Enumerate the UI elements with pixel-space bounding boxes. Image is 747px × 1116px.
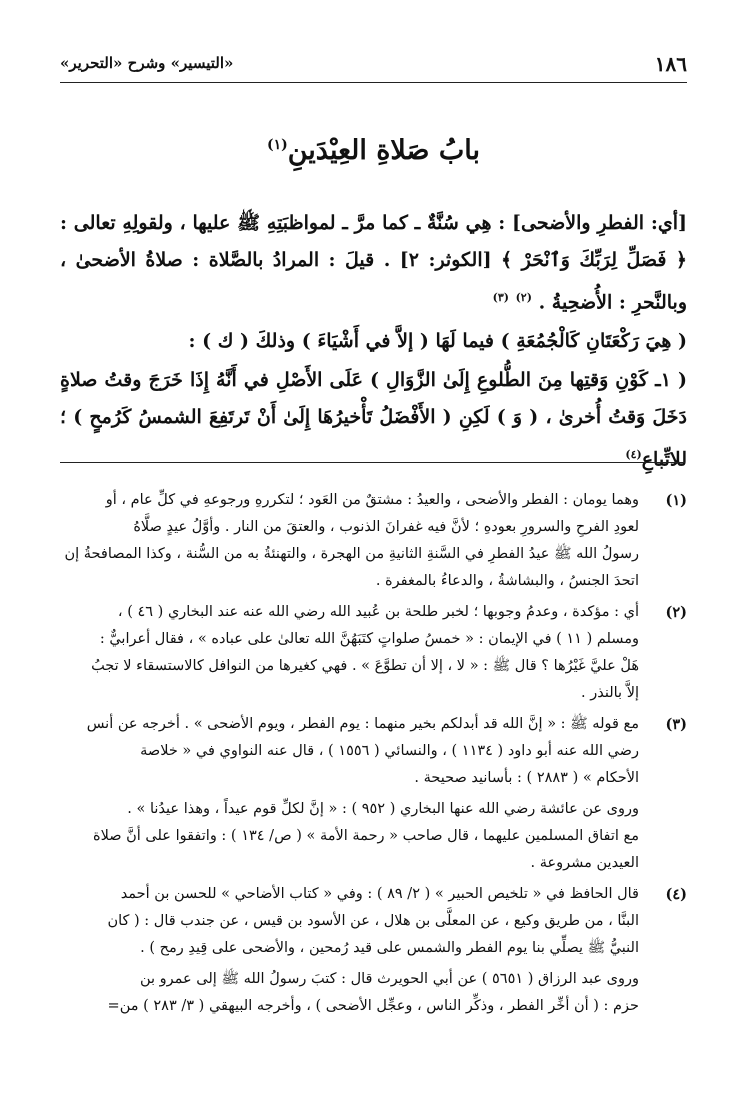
footnote-ref-1: (١) — [266, 137, 288, 153]
footnote-number: (٢) — [665, 604, 687, 621]
footnote-line: قال الحافظ في « تلخيص الحبير » ( ٢/ ٨٩ ) : وفي « كتاب الأضاحي » للحسن بن أحمد — [120, 886, 639, 902]
footnote-line: وهما يومان : الفطر والأضحى ، والعيدُ : مشتقٌ من العَود ؛ لتكررهِ ورجوعهِ في كلِّ عام ، أو — [105, 492, 639, 508]
footnotes — [60, 487, 687, 1024]
main-text — [60, 205, 687, 479]
footnote-divider — [60, 462, 685, 463]
footnote-line: ومسلم ( ١١ ) في الإيمان : « خمسُ صلواتٍ كتَبَهُنَّ الله تعالىٰ على عباده » ، فقال أعرابيٌّ : — [99, 631, 639, 647]
footnote — [60, 599, 687, 707]
footnote-line: النبيُّ ﷺ يصلِّي بنا يوم الفطر والشمس على قيد رُمحين ، والأضحى على قِيدِ رمح ) . — [140, 940, 639, 956]
footnote-number: (٣) — [665, 716, 687, 733]
footnote-line: رضي الله عنه أبو داود ( ١١٣٤ ) ، والنسائي ( ١٥٥٦ ) ، قال عنه النواوي في « خلاصة — [140, 743, 639, 759]
footnote-line: مع قوله ﷺ : « إنَّ الله قد أبدلكم بخير منهما : يوم الفطر ، ويوم الأضحى » . أخرجه عن أنس — [86, 716, 639, 732]
footnote — [60, 487, 687, 595]
footnote-paragraph — [60, 966, 639, 1020]
footnote-number: (١) — [665, 492, 687, 509]
chapter-title — [60, 135, 687, 166]
footnote-line: إلاَّ بالنذر . — [581, 685, 639, 701]
footnote-line: وروى عبد الرزاق ( ٥٦٥١ ) عن أبي الحويرث قال : كتبَ رسولُ الله ﷺ إلى عمرو بن — [139, 971, 639, 987]
footnote-line: البنَّا ، من طريق وكيع ، عن المعلَّى بن هلال ، عن الأسود بن قيس ، عن جندب قال : ( كان — [107, 913, 639, 929]
footnote-line: حزم : ( أن أخِّر الفطر ، وذكِّر الناس ، وعجِّل الأضحى ) ، وأخرجه البيهقي ( ٣/ ٢٨٣ ) من= — [107, 998, 639, 1014]
main-paragraph-text: [أي: الفطرِ والأضحى] : هِي سُنَّةٌ ـ كما مرَّ ـ لمواظبَتِهِ ﷺ عليها ، ولقولِهِ تعالى : ﴿ فَصَلِّ لِرَبِّكَ وَٱنْحَرْ ﴾ [الكوثر: ٢] . قيلَ : المرادُ بالصَّلاة : صلاةُ الأضحىٰ ، وبالنَّحرِ : الأُضحِيةُ . — [60, 212, 687, 314]
footnote-line: العيدين مشروعة . — [530, 855, 639, 871]
footnote — [60, 881, 687, 1020]
footnote-line: أي : مؤكدة ، وعدمُ وجوبها ؛ لخبر طلحة بن عُبيد الله رضي الله عنه عند البخاري ( ٤٦ ) ، — [117, 604, 639, 620]
footnote-number: (٤) — [665, 886, 687, 903]
footnote — [60, 711, 687, 877]
footnote-line: هَلْ عليَّ غَيْرُها ؟ قال ﷺ : « لا ، إلا أن تطوَّعَ » . فهي كغيرها من النوافل كالاستسقاء لا تجبُ — [91, 658, 639, 674]
footnote-line: الأحكام » ( ٢٨٨٣ ) : بأسانيد صحيحة . — [414, 770, 639, 786]
footnote-ref-2: (٢) — [515, 291, 532, 304]
footnote-ref-4: (٤) — [625, 448, 642, 462]
chapter-title-text: بابُ صَلاةِ العِيْدَينِ — [287, 135, 481, 166]
footnote-line: رسولُ الله ﷺ عيدُ الفطرِ في السَّنةِ الثانيةِ من الهجرة ، والتهنئةُ به من السُّنة ، وكذا المصافحةُ إن — [64, 546, 639, 562]
footnote-line: مع اتفاق المسلمين عليهما ، قال صاحب « رحمة الأمة » ( ص/ ١٣٤ ) : واتفقوا على أنَّ صلاة — [92, 828, 639, 844]
main-paragraph-text: ( ١ـ كَوْنِ وَقتِها مِنَ الطُّلوعِ إِلَىٰ الزَّوَالِ ) عَلَى الأَصْلِ في أَنَّهُ إِذَا خَرَجَ وقتُ صلاةٍ دَخَلَ وَقتُ أُخرىٰ ، ( وَ ) لَكِنِ ( الأَفْضَلُ تَأْخيرُهَا إِلَىٰ أَنْ تَرتَفِعَ الشمسُ كَرُمحٍ ) ؛ للاتِّباعِ — [60, 369, 687, 471]
main-paragraph — [60, 205, 687, 321]
page-number: ١٨٦ — [654, 52, 687, 76]
main-paragraph-text: ( هِيَ رَكْعَتَانِ كَالْجُمُعَةِ ) فيما لَهَا ( إلاَّ في أَشْيَاءَ ) وذلكَ ( ك ) : — [188, 330, 687, 353]
footnote-line: لعودِ الفرحِ والسرورِ بعودهِ ؛ لأنَّ فيه غفرانَ الذنوب ، والعتقَ من النار . وأوَّلُ عيدٍ صلَّاهُ — [133, 519, 639, 535]
footnote-line: اتحدَ الجنسُ ، والبشاشةُ ، والدعاءُ بالمغفرة . — [375, 573, 639, 589]
running-title: «التيسير» وشرح «التحرير» — [60, 54, 234, 72]
footnote-paragraph — [60, 796, 639, 877]
main-paragraph — [60, 323, 687, 360]
page-header — [60, 52, 687, 83]
footnote-line: وروى عن عائشة رضي الله عنها البخاري ( ٩٥٢ ) : « إنَّ لكلِّ قوم عيداً ، وهذا عيدُنا » . — [127, 801, 639, 817]
footnote-ref-3: (٣) — [492, 291, 509, 304]
